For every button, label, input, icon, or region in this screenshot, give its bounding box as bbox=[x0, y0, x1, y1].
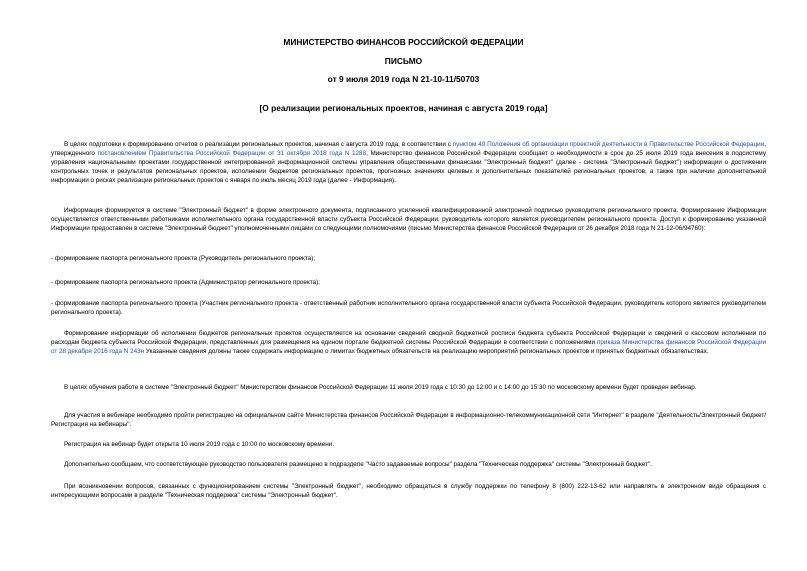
paragraph-5: Для участия в вебинаре необходимо пройти регистрацию на официальном сайте Министерства финансов Российской Федерации в информационно-телекоммуникационной сети "Интернет" в разделе "Деятельность/Электронный бюджет/Регистрация на вебинары". bbox=[51, 412, 766, 428]
paragraph-3 bbox=[51, 330, 766, 357]
ministry-title: МИНИСТЕРСТВО ФИНАНСОВ РОССИЙСКОЙ ФЕДЕРАЦИИ bbox=[283, 37, 524, 47]
paragraph-1 bbox=[51, 141, 766, 186]
list-item-3: - формирование паспорта регионального проекта (Участник регионального проекта - ответственный работник исполнительного органа государственной власти субъекта Российской Федерации, руководитель которого является руководителем регионального проекта). bbox=[51, 300, 766, 316]
paragraph-1-text-c: , Министерство финансов Российской Федерации сообщает о необходимости в срок до 25 июля 2019 года внесения в подсистему управления национальными проектами государственной интегрированной информационной системы управления общественными финансами "Электронный бюджет" (далее - система "Электронный бюджет") информации о достижении контрольных точек и результатов региональных проектов, исполнении бюджетов региональных проектов, прогнозных значениях целевых и дополнительных показателей региональных проектов, а также при наличии дополнительной информации о рисках реализации региональных проектов с января по июль месяц 2019 года (далее - Информация). bbox=[51, 149, 766, 184]
link-order-243n[interactable]: приказа Министерства финансов Российской Федерации от 28 декабря 2016 года N 243н bbox=[51, 338, 766, 355]
paragraph-7: Дополнительно сообщаем, что соответствующее руководство пользователя размещено в подразделе "Часто задаваемые вопросы" раздела "Техническая поддержка" системы "Электронный бюджет". bbox=[64, 461, 652, 468]
link-regulation-point-49[interactable]: пунктом 49 Положения об организации проектной деятельности в Правительстве Российской Федерации bbox=[452, 141, 765, 148]
list-item-2: - формирование паспорта регионального проекта (Администратор регионального проекта); bbox=[51, 279, 320, 286]
list-item-1: - формирование паспорта регионального проекта (Руководитель регионального проекта); bbox=[51, 255, 316, 262]
paragraph-6: Регистрация на вебинар будет открыта 10 июля 2019 года с 10:00 по московскому времени. bbox=[64, 441, 334, 448]
paragraph-3-text-b: Указанные сведения должны также содержать информацию о лимитах бюджетных обязательств на реализацию мероприятий региональных проектов и принятых бюджетных обязательствах. bbox=[144, 347, 709, 355]
document-subject: [О реализации региональных проектов, начиная с августа 2019 года] bbox=[259, 103, 548, 113]
document-date-number: от 9 июля 2019 года N 21-10-11/50703 bbox=[327, 74, 480, 84]
paragraph-1-text-b: , утвержденного bbox=[51, 141, 766, 157]
paragraph-2: Информация формируется в системе "Электронный бюджет" в форме электронного документа, подписанного усиленной квалифицированной электронной подписью руководителя регионального проекта. Формирование Информации осуществляется ответственными работниками исполнительного органа государственной власти субъекта Российской Федерации, руководитель которого является руководителем регионального проекта. Доступ к формированию указанной Информации предоставлен в системе "Электронный бюджет" уполномоченными лицами со следующими полномочиями (письмо Министерства финансов Российской Федерации от 26 декабря 2018 года N 21-12-06/94760): bbox=[51, 207, 766, 232]
paragraph-3-text-a: Формирование информации об исполнении бюджетов региональных проектов осуществляется на основании сведений сводной бюджетной росписи бюджета субъекта Российской Федерации и сведений о кассовом исполнении по расходам бюджета субъекта Российской Федерации, представленных для размещения на едином портале бюджетной системы Российской Федерации в соответствии с положениями bbox=[51, 330, 766, 346]
paragraph-8: При возникновении вопросов, связанных с функционированием системы "Электронный бюджет", необходимо обращаться в службу поддержки по телефону 8 (800) 222-13-62 или направлять в электронном виде обращения с интересующими вопросами в разделе "Техническая поддержка" системы "Электронный бюджет". bbox=[51, 483, 766, 499]
paragraph-4: В целях обучения работе в системе "Электронный бюджет" Министерством финансов Российской Федерации 11 июля 2019 года с 10:30 до 12:00 и с 14:00 до 15:30 по московскому времени будет проведен вебинар. bbox=[64, 384, 697, 391]
paragraph-1-text-a: В целях подготовки к формированию отчетов о реализации региональных проектов, начиная с августа 2019 года, в соответствии с bbox=[64, 141, 453, 148]
document-type: ПИСЬМО bbox=[384, 56, 423, 66]
link-resolution-1288[interactable]: постановлением Правительства Российской Федерации от 31 октября 2018 года N 1288 bbox=[97, 149, 367, 157]
